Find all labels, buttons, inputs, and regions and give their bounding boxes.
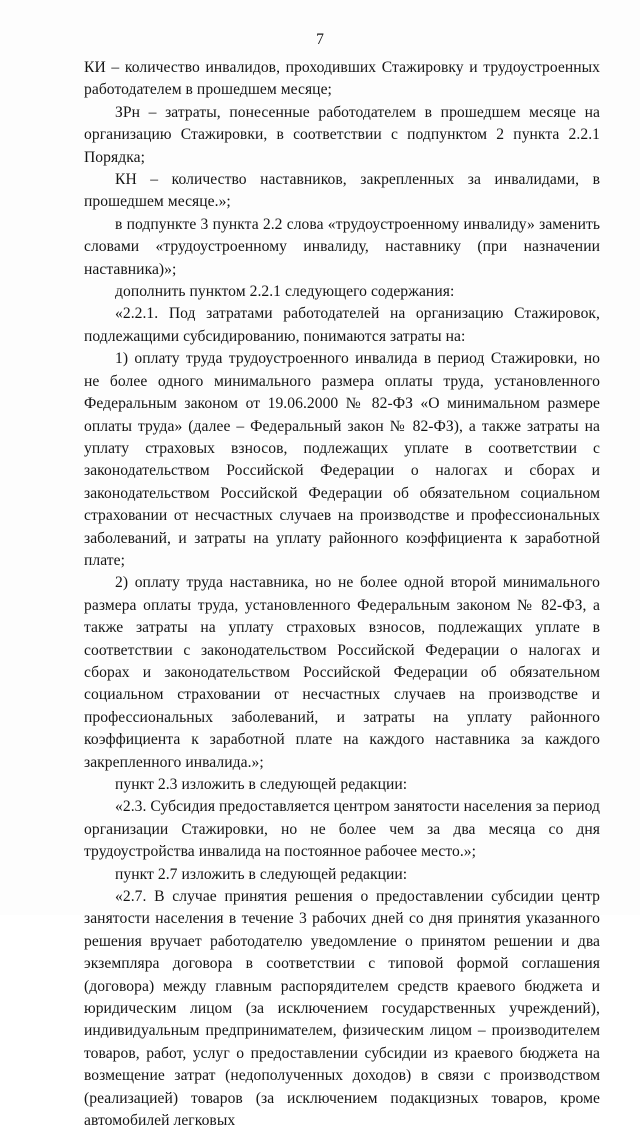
paragraph-amend-point-2-7: пункт 2.7 изложить в следующей редакции: <box>115 865 408 883</box>
paragraph-add-point-2-2-1: дополнить пунктом 2.2.1 следующего содержания: <box>115 283 455 301</box>
paragraph-amend-subpoint-3: в подпункте 3 пункта 2.2 слова «трудоустроенному инвалиду» заменить словами «трудоустроенному инвалиду, наставнику (при назначении наставника)»; <box>84 215 600 278</box>
paragraph-item-2-mentor-pay: 2) оплату труда наставника, но не более одной второй минимального размера оплаты труда, установленного Федеральным законом № 82-ФЗ, а также затраты на уплату страховых взносов, подлежащих уплате в соответствии с законодательством Российской Федерации о налогах и сборах и законодательством Российской Федерации об обязательном социальном страховании от несчастных случаев на производстве и профессиональных заболеваний, и затраты на уплату районного коэффициента к заработной плате на каждого наставника за каждого закрепленного инвалида.»; <box>84 574 600 771</box>
paragraph-zrn-definition: ЗРн – затраты, понесенные работодателем в прошедшем месяце на организацию Стажировки, в соответствии с подпунктом 2 пункта 2.2.1 Порядка; <box>84 103 600 166</box>
paragraph-point-2-3: «2.3. Субсидия предоставляется центром занятости населения за период организации Стажировки, но не более чем за два месяца со дня трудоустройства инвалида на постоянное рабочее место.»; <box>84 798 600 861</box>
document-body <box>84 57 600 1133</box>
paragraph-ki-definition: КИ – количество инвалидов, проходивших Стажировку и трудоустроенных работодателем в прошедшем месяце; <box>84 59 600 99</box>
paragraph-kn-definition: КН – количество наставников, закрепленных за инвалидами, в прошедшем месяце.»; <box>84 171 600 211</box>
page-number: 7 <box>316 31 324 48</box>
paragraph-point-2-7: «2.7. В случае принятия решения о предоставлении субсидии центр занятости населения в течение 3 рабочих дней со дня принятия указанного решения вручает работодателю уведомление о принятом решении и два экземпляра договора в соответствии с типовой формой соглашения (договора) между главным распорядителем средств краевого бюджета и юридическим лицом (за исключением государственных учреждений), индивидуальным предпринимателем, физическим лицом – производителем товаров, работ, услуг о предоставлении субсидии из краевого бюджета на возмещение затрат (недополученных доходов) в связи с производством (реализацией) товаров (за исключением подакцизных товаров, кроме автомобилей легковых <box>84 888 600 1130</box>
paragraph-item-1-disabled-pay: 1) оплату труда трудоустроенного инвалида в период Стажировки, но не более одного минимального размера оплаты труда, установленного Федеральным законом от 19.06.2000 № 82-ФЗ «О минимальном размере оплаты труда» (далее – Федеральный закон № 82-ФЗ), а также затраты на уплату страховых взносов, подлежащих уплате в соответствии с законодательством Российской Федерации о налогах и сборах и законодательством Российской Федерации об обязательном социальном страховании от несчастных случаев на производстве и профессиональных заболеваний, и затраты на уплату районного коэффициента к заработной плате; <box>84 350 600 569</box>
paragraph-point-2-2-1: «2.2.1. Под затратами работодателей на организацию Стажировок, подлежащими субсидированию, понимаются затраты на: <box>84 305 600 345</box>
paragraph-amend-point-2-3: пункт 2.3 изложить в следующей редакции: <box>115 776 408 793</box>
